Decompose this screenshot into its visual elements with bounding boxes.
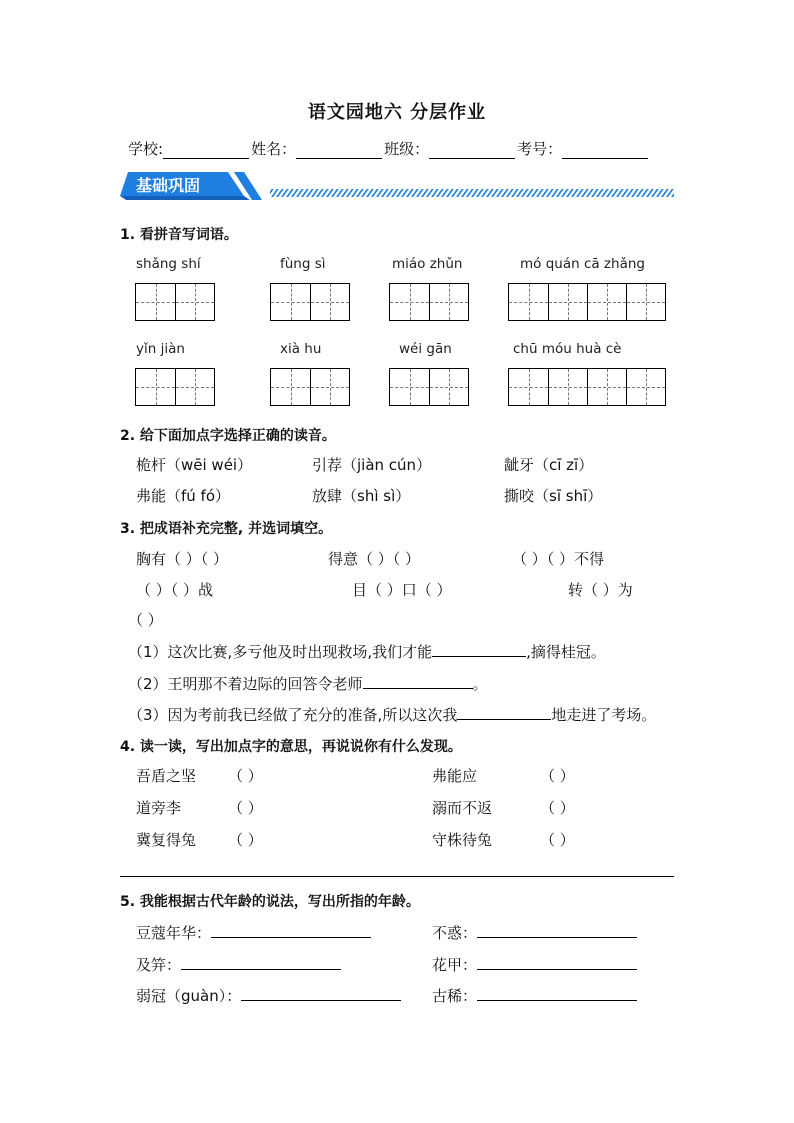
age-item: 花甲： <box>432 954 637 975</box>
q1-pinyin: shǎng shí <box>136 256 201 272</box>
reading-choice: 放肆（shì sì） <box>312 487 411 505</box>
idiom-blank: 目（ ）口（ ） <box>352 581 452 599</box>
discovery-answer-line[interactable] <box>120 876 674 877</box>
reading-choice: 弗能（fú fó） <box>136 487 231 505</box>
answer-blank[interactable] <box>363 674 473 689</box>
reading-choice: 撕咬（sī shī） <box>504 487 603 505</box>
reading-choice: 桅杆（wēi wéi） <box>136 456 253 474</box>
school-label: 学校: <box>128 140 164 158</box>
q1-pinyin: miáo zhǔn <box>392 256 463 272</box>
age-item: 古稀： <box>432 985 637 1006</box>
answer-blank[interactable] <box>211 923 371 938</box>
phrase: 道旁李 <box>136 799 182 817</box>
exam-no-field[interactable] <box>562 144 648 159</box>
class-field[interactable] <box>429 144 515 159</box>
meaning-paren[interactable]: （ ） <box>228 831 263 849</box>
writing-grid[interactable] <box>270 283 350 321</box>
q1-pinyin: mó quán cā zhǎng <box>520 256 645 272</box>
q1-pinyin: yǐn jiàn <box>136 341 185 357</box>
phrase: 守株待兔 <box>432 831 493 849</box>
q4-heading: 4. 读一读，写出加点字的意思，再说说你有什么发现。 <box>120 739 462 755</box>
q3-heading: 3. 把成语补充完整, 并选词填空。 <box>120 521 333 537</box>
meaning-paren[interactable]: （ ） <box>540 799 575 817</box>
q1-heading: 1. 看拼音写词语。 <box>120 227 238 243</box>
writing-grid[interactable] <box>270 368 350 406</box>
meaning-paren[interactable]: （ ） <box>540 767 575 785</box>
q1-pinyin: xià hu <box>280 341 322 357</box>
answer-blank[interactable] <box>477 923 637 938</box>
meaning-paren[interactable]: （ ） <box>540 831 575 849</box>
name-field[interactable] <box>296 144 382 159</box>
answer-blank[interactable] <box>457 705 551 720</box>
answer-blank[interactable] <box>181 955 341 970</box>
banner-label: 基础巩固 <box>136 178 201 195</box>
school-field[interactable] <box>163 144 249 159</box>
meaning-paren[interactable]: （ ） <box>228 799 263 817</box>
idiom-blank: 胸有（ ）（ ） <box>136 550 229 568</box>
fill-sentence-3: （3）因为考前我已经做了充分的准备,所以这次我 地走进了考场。 <box>128 706 657 724</box>
answer-blank[interactable] <box>477 955 637 970</box>
q1-pinyin: chū móu huà cè <box>513 341 622 357</box>
writing-grid[interactable] <box>135 283 215 321</box>
q2-heading: 2. 给下面加点字选择正确的读音。 <box>120 428 336 444</box>
writing-grid[interactable] <box>389 368 469 406</box>
phrase: 弗能应 <box>432 767 478 785</box>
age-item: 豆蔻年华： <box>136 922 371 943</box>
idiom-blank: （ ） <box>128 611 163 629</box>
phrase: 溺而不返 <box>432 799 493 817</box>
fill-sentence-2: （2）王明那不着边际的回答令老师 。 <box>128 675 488 693</box>
meaning-paren[interactable]: （ ） <box>228 767 263 785</box>
writing-grid[interactable] <box>135 368 215 406</box>
reading-choice: 引荐（jiàn cún） <box>312 456 432 474</box>
age-item: 弱冠（guàn）： <box>136 985 401 1006</box>
section-banner <box>120 170 674 202</box>
phrase: 吾盾之坚 <box>136 767 197 785</box>
page-title: 语文园地六 分层作业 <box>307 102 487 123</box>
idiom-blank: （ ）（ ）不得 <box>512 550 605 568</box>
reading-choice: 龇牙（cī zī） <box>504 456 594 474</box>
writing-grid[interactable] <box>508 368 666 406</box>
writing-grid[interactable] <box>508 283 666 321</box>
answer-blank[interactable] <box>241 986 401 1001</box>
idiom-blank: 转（ ）为 <box>568 581 633 599</box>
class-label: 班级： <box>384 140 430 158</box>
q1-pinyin: wéi gān <box>399 341 452 357</box>
answer-blank[interactable] <box>432 642 526 657</box>
age-item: 不惑： <box>432 922 637 943</box>
q1-pinyin: fùng sì <box>280 256 326 272</box>
q5-heading: 5. 我能根据古代年龄的说法，写出所指的年龄。 <box>120 894 420 910</box>
name-label: 姓名： <box>251 140 297 158</box>
fill-sentence-1: （1）这次比赛,多亏他及时出现救场,我们才能 ,摘得桂冠。 <box>128 643 606 661</box>
idiom-blank: 得意（ ）（ ） <box>328 550 421 568</box>
writing-grid[interactable] <box>389 283 469 321</box>
idiom-blank: （ ）（ ）战 <box>136 581 214 599</box>
answer-blank[interactable] <box>477 986 637 1001</box>
phrase: 冀复得兔 <box>136 831 197 849</box>
age-item: 及笄： <box>136 954 341 975</box>
student-info <box>128 138 650 159</box>
exam-no-label: 考号： <box>517 140 563 158</box>
